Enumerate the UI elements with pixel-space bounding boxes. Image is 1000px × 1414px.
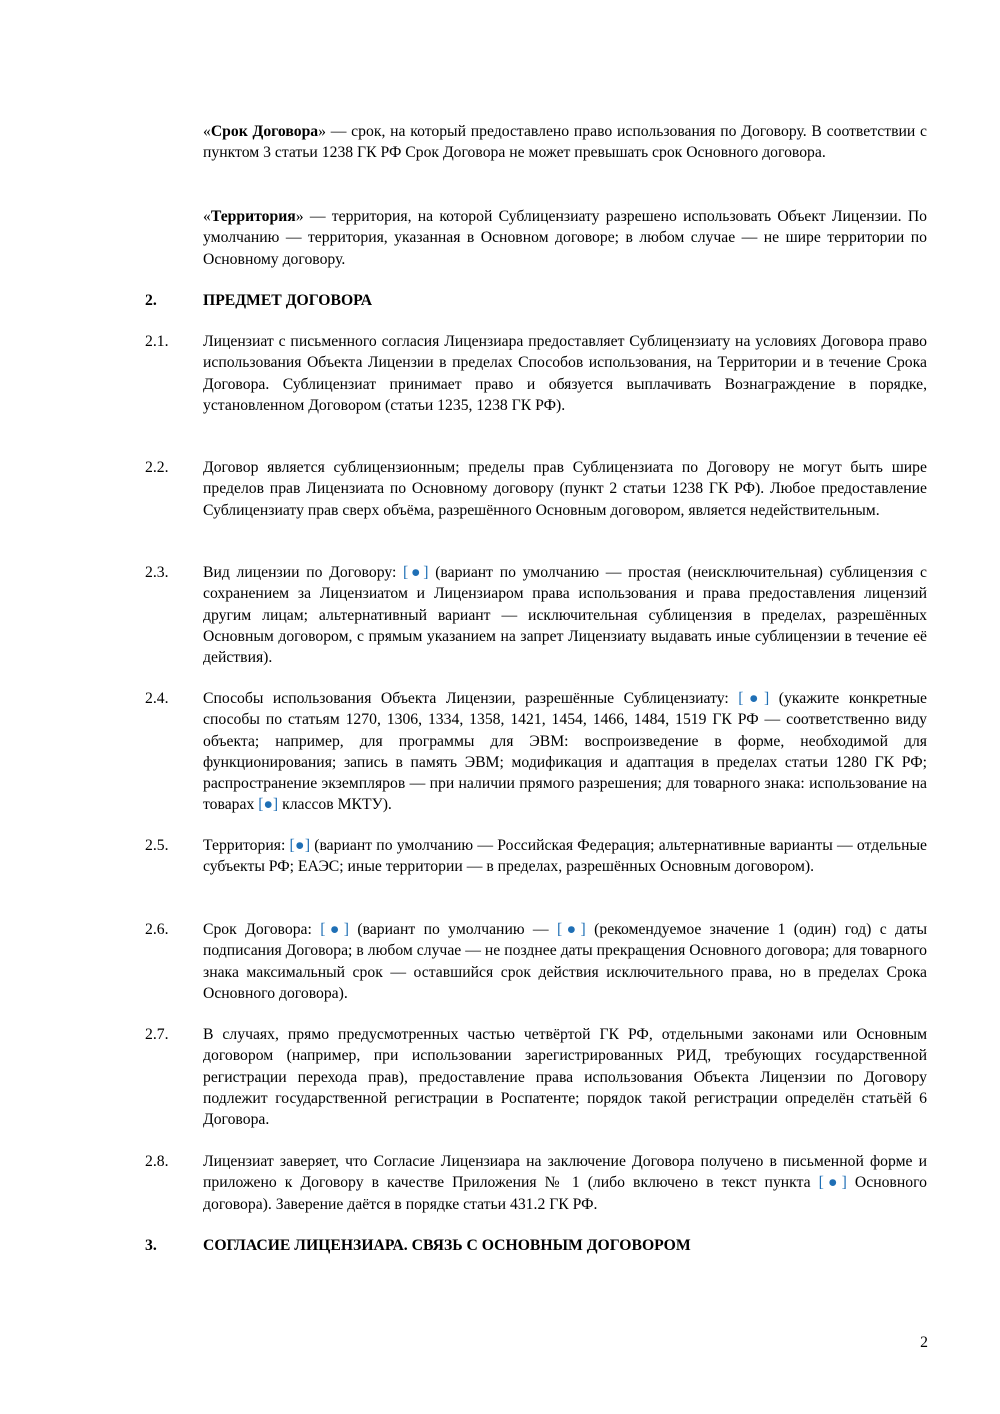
placeholder-marker: [●] [738, 690, 770, 707]
section-title: ПРЕДМЕТ ДОГОВОРА [203, 292, 373, 309]
clause-number: 2.7. [145, 1026, 169, 1043]
clause-text-part: (вариант по умолчанию — Российская Федерация; альтернативные варианты — отдельные субъекты РФ; ЕАЭС; иные территории — в пределах, разрешённых Основным договором). [203, 837, 927, 876]
placeholder-marker: [●] [258, 796, 279, 814]
section-number: 2. [145, 292, 157, 309]
close-quote: » [318, 123, 326, 140]
placeholder-marker: [●] [320, 921, 350, 938]
placeholder-marker: [●] [818, 1174, 847, 1192]
section-number: 3. [145, 1237, 157, 1254]
placeholder-marker: [●] [403, 564, 429, 581]
clause-text-part: Вид лицензии по Договору: [203, 564, 404, 581]
clause-text-part: (укажите конкретные способы по статьям 1270, 1306, 1334, 1358, 1421, 1454, 1466, 1484, 1519 ГК РФ — соответственно виду объекта; например, для программы для ЭВМ: воспроизведение в форме, необходимой для функционирования; запись в память ЭВМ; модификация и адаптация в пределах статьи 1280 ГК РФ; распространение экземпляров — при наличии прямого разрешения; для товарного знака: использование на товарах [203, 690, 927, 814]
clause-text-part: (рекомендуемое значение 1 (один) год) с даты подписания Договора; в любом случае — не позднее даты прекращения Основного договора; для товарного знака максимальный срок — оставшийся срок действия исключительного права, но в пределах Срока Основного договора). [203, 921, 927, 1002]
clause-text [203, 331, 927, 416]
clause-number: 2.5. [145, 837, 169, 854]
definition-term: Срок Договора [210, 123, 319, 140]
clause-text-part: (вариант по умолчанию — простая (неисключительная) сублицензия с сохранением за Лицензиатом и Лицензиаром права использования и права предоставления лицензий другим лицам; альтернативный вариант — исключительная сублицензия в пределах, разрешённых Основным договором, с прямым указанием на запрет Лицензиату выдавать иные сублицензии в течение её действия). [203, 564, 927, 667]
close-quote: » [295, 208, 304, 225]
definition-text: — территория, на которой Сублицензиату разрешено использовать Объект Лицензии. По умолчанию — территория, указанная в Основном договоре; в любом случае — не шире территории по Основному договору. [203, 208, 927, 268]
clause-number: 2.2. [145, 459, 169, 476]
clause-text [203, 688, 927, 816]
section-heading [145, 1235, 927, 1256]
clause-number: 2.3. [145, 564, 169, 581]
clause-number: 2.6. [145, 921, 169, 938]
clause-text [203, 457, 927, 521]
placeholder-marker: [●] [556, 921, 586, 938]
clause-text-part: Лицензиат заверяет, что Согласие Лицензиара на заключение Договора получено в письменной форме и приложено к Договору в качестве Приложения № 1 (либо включено в текст пункта [203, 1153, 927, 1192]
clause-text-part: Способы использования Объекта Лицензии, разрешённые Сублицензиату: [203, 690, 739, 707]
clause-text-part: Срок Договора: [203, 921, 321, 938]
clause-text [203, 1024, 927, 1130]
definition-term-duration [203, 121, 927, 164]
clause-text-part: Лицензиат с письменного согласия Лицензиара предоставляет Сублицензиату на условиях Договора право использования Объекта Лицензии в пределах Способов использования, на Территории и в течение Срока Договора. Сублицензиат принимает право и обязуется выплачивать Вознаграждение в порядке, установленном Договором (статьи 1235, 1238 ГК РФ). [203, 333, 927, 414]
clause-text-part: Договор является сублицензионным; пределы прав Сублицензиата по Договору не могут быть шире пределов прав Лицензиата по Основному договору (пункт 2 статьи 1238 ГК РФ). Любое предоставление Сублицензиату прав сверх объёма, разрешённого Основным договором, является недействительным. [203, 459, 927, 519]
clause-number: 2.4. [145, 690, 169, 707]
section-title: СОГЛАСИЕ ЛИЦЕНЗИАРА. СВЯЗЬ С ОСНОВНЫМ ДОГОВОРОМ [203, 1237, 691, 1254]
definition-territory [203, 206, 927, 270]
open-quote: « [203, 123, 211, 140]
clause-text [203, 919, 927, 1004]
section-heading [145, 290, 927, 311]
definition-term: Территория [210, 208, 296, 225]
clause-text-part: В случаях, прямо предусмотренных частью четвёртой ГК РФ, отдельными законами или Основным договором (например, при использовании зарегистрированных РИД, требующих государственной регистрации перехода прав), предоставление права использования Объекта Лицензии по Договору подлежит государственной регистрации в Роспатенте; порядок такой регистрации определён статьёй 6 Договора. [203, 1026, 927, 1129]
clause-number: 2.8. [145, 1153, 169, 1170]
clause-text-part: Территория: [203, 837, 290, 854]
clause-text-part: классов МКТУ). [278, 796, 392, 814]
definition-text: — срок, на который предоставлено право использования по Договору. В соответствии с пунктом 3 статьи 1238 ГК РФ Срок Договора не может превышать срок Основного договора. [203, 123, 927, 162]
clause-text [203, 1151, 927, 1215]
page-number: 2 [920, 1334, 928, 1351]
clause-text [203, 562, 927, 668]
placeholder-marker: [●] [289, 837, 311, 854]
open-quote: « [203, 208, 211, 225]
clause-text-part: Основного договора). Заверение даётся в порядке статьи 431.2 ГК РФ. [203, 1174, 927, 1213]
clause-text [203, 835, 927, 878]
clause-text-part: (вариант по умолчанию — [349, 921, 557, 938]
clause-number: 2.1. [145, 333, 169, 350]
